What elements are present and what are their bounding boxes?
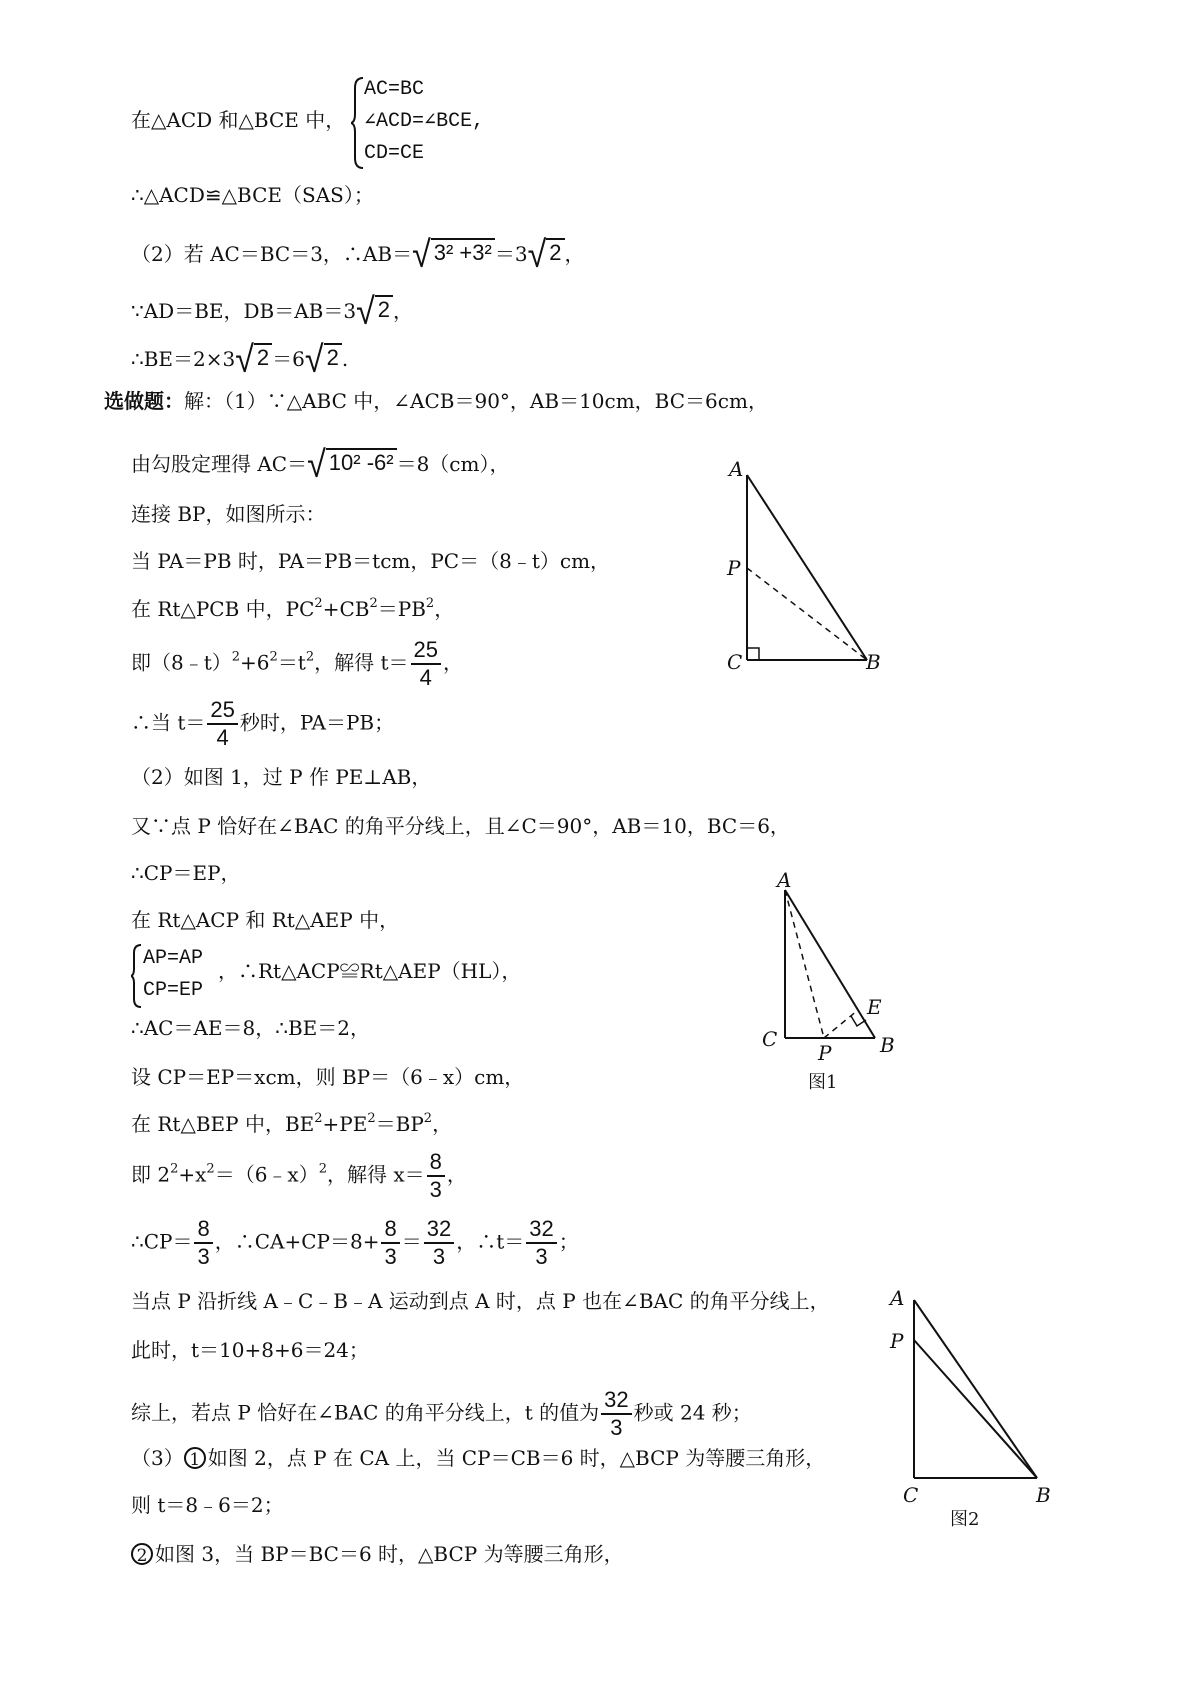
- fraction-25-4: $\frac{25}{4}$: [411, 638, 441, 690]
- vertex-label-a: A: [890, 1286, 905, 1310]
- vertex-label-b: B: [866, 650, 881, 674]
- line-part3-case1: （3） 1 如图 2，点 P 在 CA 上，当 CP＝CB＝6 时，△BCP 为等腰三角形，: [131, 1446, 826, 1470]
- line-optional-problem: 选做题：解：（1）∵△ABC 中，∠ACB＝90°，AB＝10cm，BC＝6cm，: [104, 389, 768, 413]
- line-set-x: 设 CP＝EP＝xcm，则 BP＝（6﹣x）cm，: [131, 1065, 525, 1089]
- sqrt-expression: √ 3² +3²: [412, 236, 495, 275]
- figure-caption: 图1: [808, 1072, 838, 1093]
- line-rt-bep: 在 Rt△BEP 中，$BE^2+PE^2=BP^2$，: [131, 1111, 453, 1136]
- line-broken-path: 当点 P 沿折线 A﹣C﹣B﹣A 运动到点 A 时，点 P 也在∠BAC 的角平分线上，: [131, 1289, 830, 1313]
- line-triangle-intro: 在△ACD 和△BCE 中，: [131, 108, 346, 132]
- line-part2-pe: （2）如图 1，过 P 作 PE⊥AB，: [131, 765, 432, 789]
- line-summary: 综上，若点 P 恰好在∠BAC 的角平分线上，t 的值为 $\frac{32}{3}$ 秒或 24 秒；: [131, 1387, 752, 1440]
- circled-number-2: 2: [131, 1543, 153, 1565]
- line-pythagoras: 由勾股定理得 AC＝√ 10² -6² ＝8（cm），: [131, 444, 510, 486]
- vertex-label-a: A: [777, 870, 792, 892]
- line-part3-case2: 2 如图 3，当 BP＝BC＝6 时，△BCP 为等腰三角形，: [131, 1543, 624, 1566]
- equation-system-1: AC=BC ∠ACD=∠BCE, CD=CE: [364, 78, 485, 165]
- line-congruence: ∴△ACD≌△BCE（SAS）；: [131, 183, 374, 207]
- vertex-label-c: C: [903, 1483, 919, 1507]
- sqrt-two: √ 2: [356, 293, 393, 332]
- sqrt-two: √ 2: [305, 341, 342, 380]
- figure-caption: 图2: [950, 1509, 980, 1530]
- vertex-label-p: P: [890, 1329, 904, 1353]
- sqrt-expression: √ 10² -6²: [307, 446, 396, 485]
- line-rt-pcb: 在 Rt△PCB 中，$PC^2+CB^2=PB^2$，: [131, 596, 455, 621]
- sqrt-two: √ 2: [235, 341, 272, 380]
- triangle-figure-pb: [720, 455, 920, 685]
- line-rt-acp-aep: 在 Rt△ACP 和 Rt△AEP 中，: [131, 908, 400, 932]
- line-t-2: 则 t＝8﹣6＝2；: [131, 1493, 284, 1517]
- line-part2-ab: （2）若 AC＝BC＝3，∴AB＝√ 3² +3² ＝3√ 2 ，: [131, 234, 585, 276]
- line-solve-t: 即$(8﹣t)^2+6^2=t^2$，解得 t＝ $\frac{25}{4}$ ，: [131, 637, 464, 690]
- fraction-8-3: $\frac{8}{3}$: [427, 1150, 445, 1202]
- vertex-label-b: B: [880, 1033, 895, 1057]
- equation-system-2: AP=AP CP=EP: [143, 947, 204, 1002]
- line-solve-x: 即 $2^2+x^2=(6﹣x)^2$，解得 x＝ $\frac{8}{3}$ ，: [131, 1149, 467, 1202]
- optional-label: 选做题：: [104, 389, 184, 413]
- triangle-figure-1: [760, 870, 910, 1100]
- fraction-25-4: $\frac{25}{4}$: [207, 698, 237, 750]
- line-connect-bp: 连接 BP，如图所示：: [131, 502, 326, 526]
- vertex-label-b: B: [1036, 1483, 1051, 1507]
- fraction-32-3: $\frac{32}{3}$: [601, 1388, 631, 1440]
- line-cp-ca: ∴CP＝ $\frac{8}{3}$ ，∴CA+CP＝8+ $\frac{8}{3}$ ＝ $\frac{32}{3}$ ，∴t＝ $\frac{32}{3}$ ；: [131, 1216, 579, 1269]
- line-angle-bisector: 又∵点 P 恰好在∠BAC 的角平分线上，且∠C＝90°，AB＝10，BC＝6，: [131, 814, 790, 838]
- sqrt-two: √ 2: [528, 236, 565, 275]
- vertex-label-e: E: [867, 995, 882, 1019]
- brace-left: [351, 76, 365, 170]
- circled-number-1: 1: [184, 1447, 206, 1469]
- line-pa-pb: 当 PA＝PB 时，PA＝PB＝tcm，PC＝（8﹣t）cm，: [131, 549, 611, 573]
- vertex-label-p: P: [818, 1041, 832, 1065]
- line-when-t: ∴当 t＝ $\frac{25}{4}$ 秒时，PA＝PB；: [131, 697, 395, 750]
- line-hl-congruence: ，∴Rt△ACP≌Rt△AEP（HL），: [218, 959, 522, 983]
- fraction-8-3: $\frac{8}{3}$: [381, 1217, 399, 1269]
- fraction-32-3: $\frac{32}{3}$: [526, 1217, 556, 1269]
- vertex-label-c: C: [762, 1027, 778, 1051]
- line-be-result: ∴BE＝2×3√ 2 ＝6√ 2 .: [131, 339, 349, 381]
- line-cp-ep: ∴CP＝EP，: [131, 861, 241, 885]
- fraction-32-3: $\frac{32}{3}$: [424, 1217, 454, 1269]
- line-ad-be: ∵AD＝BE，DB＝AB＝3√ 2 ，: [131, 291, 414, 333]
- triangle-figure-2: [880, 1280, 1060, 1540]
- line-ae-be: ∴AC＝AE＝8，∴BE＝2，: [131, 1016, 370, 1040]
- line-t-24: 此时，t＝10+8+6＝24；: [131, 1338, 369, 1362]
- brace-left: [131, 943, 143, 1009]
- fraction-8-3: $\frac{8}{3}$: [194, 1217, 212, 1269]
- vertex-label-p: P: [727, 556, 741, 580]
- vertex-label-c: C: [727, 650, 743, 674]
- vertex-label-a: A: [729, 457, 744, 481]
